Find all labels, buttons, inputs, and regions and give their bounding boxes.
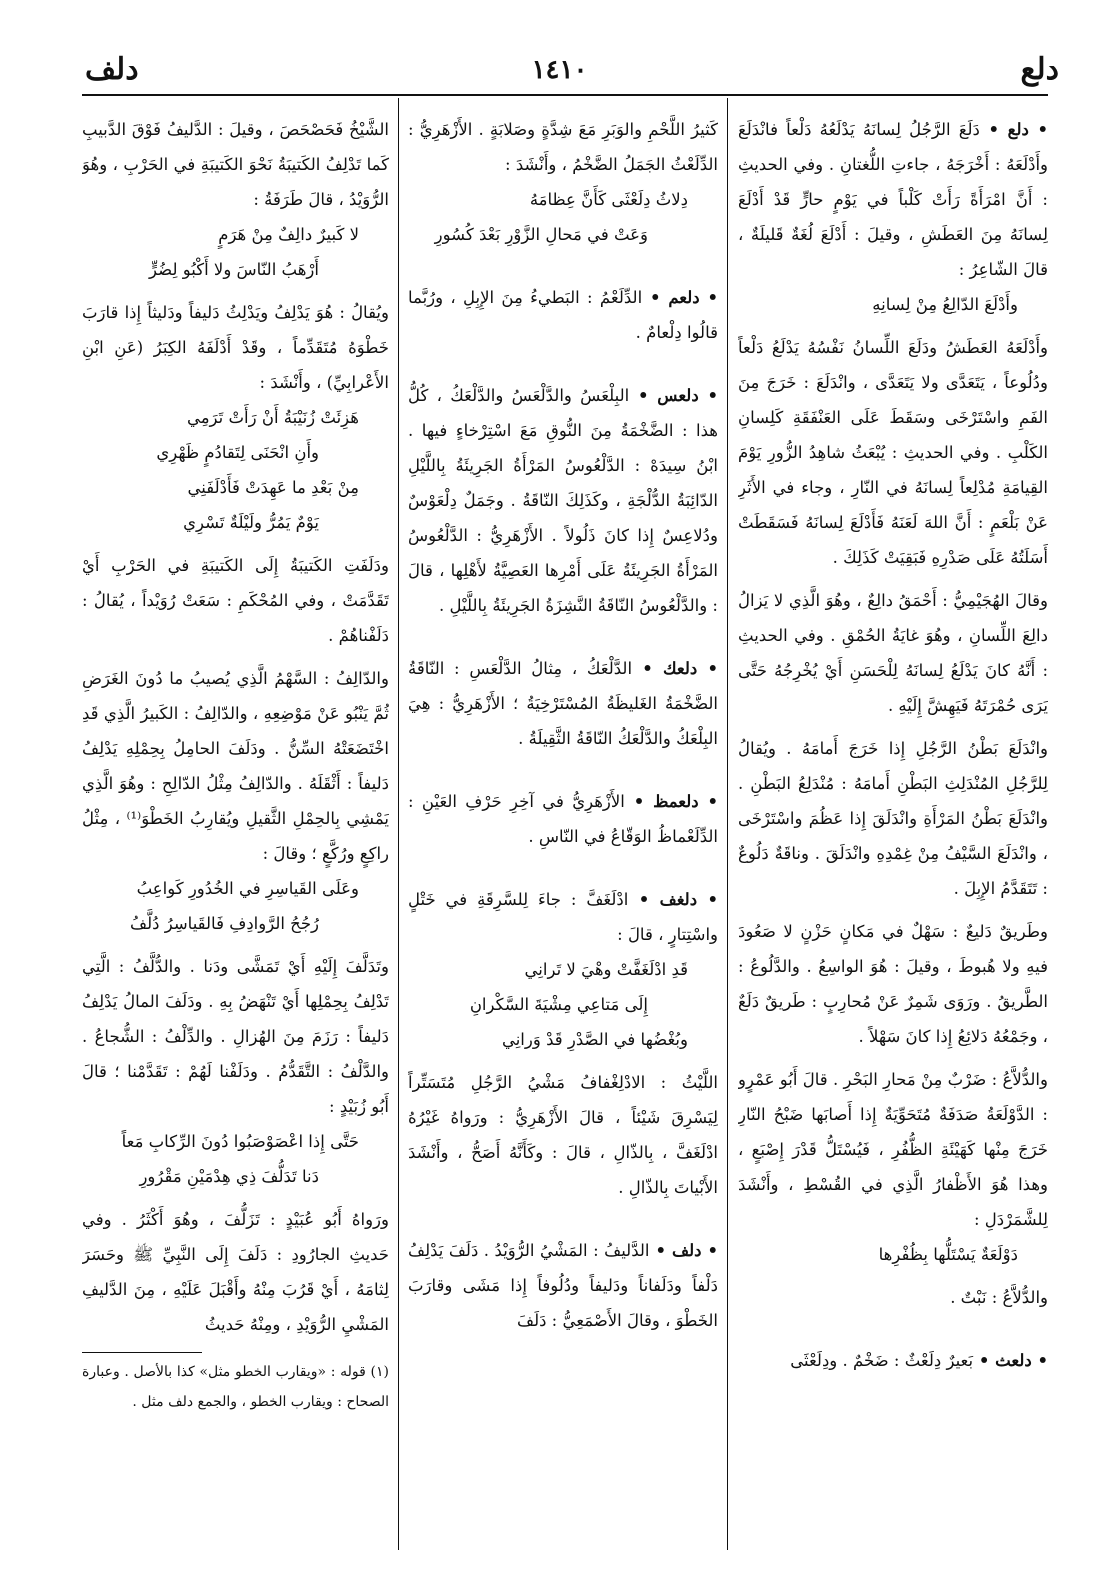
running-head-right: دلع (1020, 52, 1059, 87)
header-rule (82, 94, 1048, 96)
entry-paragraph (82, 1202, 389, 1342)
entry-paragraph (738, 1280, 1048, 1315)
entry-text: وانْدَلَعَ بَطْنُ الرَّجُلِ إِذا خَرَجَ أَمامَهُ . ويُقالُ لِلرَّجُلِ المُنْدَلِثِ البَطْنِ أَمامَهُ : مُنْدَلِعُ البَطْنِ . وانْدَلَعَ بَطْنُ المَرْأَةِ وانْدَلَقَ إِذا عَظُمَ واسْتَرْخَى ، وانْدَلَعَ السَّيْفُ مِنْ غِمْدِهِ وانْدَلَقَ . وناقَةٌ دَلُوعٌ : تَتَقَدَّمُ الإِبِلَ . (738, 739, 1048, 898)
dictionary-entry (408, 651, 718, 756)
entry-text: والدُّلاَّعُ : نَبْتٌ . (950, 1288, 1048, 1307)
verse-line: يَوْمٌ يَمُرُّ ولَيْلَةٌ تَسْرِي (183, 513, 319, 532)
verse-line: دِلاثُ دِلَعْثَى كَأَنَّ عِظامَهُ (529, 190, 688, 209)
entry-text: ويُقالُ : هُوَ يَدْلِفُ ويَدْلِثُ دَليفاً ودَليثاً إِذا قارَبَ خَطْوَهُ مُتَقَدِّماً ، وقَدْ أَدْلَفَهُ الكِبَرُ (عَنِ ابْنِ الأَعْرابِيِّ) ، وأَنْشَدَ : (82, 303, 389, 392)
entry-headword: • دلعث • (973, 1351, 1048, 1370)
entry-text: ادْلَغَفَّ : جاءَ لِلسَّرِقَةِ في خَتْلٍ واسْتِتارٍ ، قالَ : (408, 890, 718, 944)
dictionary-entry (408, 280, 718, 350)
entry-paragraph (82, 661, 389, 871)
entry-headword: • دلعمظ • (624, 792, 718, 811)
page-number: ١٤١٠ (531, 55, 588, 85)
verse-line: مِنْ بَعْدِ ما عَهِدَتْ فَأَدْلَفَنِي (187, 478, 359, 497)
entry-text: وأَدْلَعَهُ العَطَشُ ودَلَعَ اللِّسانُ نَفْسُهُ يَدْلَعُ دَلْعاً ودُلُوعاً ، يَتَعَدَّى ولا يَتَعَدَّى ، وانْدَلَعَ : خَرَجَ مِنَ الفَمِ واسْتَرْخَى وسَقَطَ عَلَى العَنْفَقَةِ كَلِسانِ الكَلْبِ . وفي الحديثِ : يُبْعَثُ شاهِدُ الزُّورِ يَوْمَ القِيامَةِ مُدْلِعاً لِسانَهُ في النّارِ ، وجاء في الأَثَرِ عَنْ بَلْعَمٍ : أَنَّ اللهَ لَعَنَهُ فَأَدْلَعَ لِسانَهُ فَسَقَطَتْ أَسَلَتُهُ عَلَى صَدْرِهِ فَبَقِيَتْ كَذَلِكَ . (738, 338, 1048, 567)
entry-text: البِلْعَسُ والدَّلْعَسُ والدَّلْعَكُ ، كُلُّ هذا : الضَّخْمَةُ مِنَ النُّوقِ مَعَ اسْتِرْخاءٍ فيها . ابْنُ سِيدَهْ : الدَّلْعُوسُ المَرْأَةُ الجَرِيئَةُ بِاللَّيْلِ الدّائِبَةُ الدُّلْجَةِ ، وكَذَلِكَ النّاقَةُ . وجَمَلٌ دِلْعَوْسٌ ودُلاعِسٌ إِذا كانَ ذَلُولاً . الأَزْهَرِيُّ : الدَّلْعُوسُ المَرْأَةُ الجَرِيئَةُ عَلَى أَمْرِها العَصِيَّةُ لأَهْلِها ، قالَ : والدَّلْعُوسُ النّاقَةُ النَّشِزَةُ الجَرِيئَةُ بِاللَّيْلِ . (408, 386, 718, 615)
dictionary-entry (738, 1343, 1048, 1378)
entry-paragraph (738, 1062, 1048, 1237)
entry-headword: • دلعم • (642, 288, 718, 307)
entry-headword: • دلع • (979, 120, 1048, 139)
entry-paragraph (738, 731, 1048, 906)
column-right (738, 104, 1048, 1548)
entry-text: وطَريقٌ دَليعٌ : سَهْلٌ في مَكانٍ حَزْنٍ لا صَعُودَ فيهِ ولا هُبوطَ ، وقيلَ : هُوَ الواسِعُ . والدَّلُوعُ : الطَّريقُ . ورَوَى شَمِرٌ عَنْ مُحارِبٍ : طَريقٌ دَلَعٌ ، وجَمْعُهُ دَلائِعُ إِذا كانَ سَهْلاً . (738, 922, 1048, 1046)
entry-paragraph (408, 112, 718, 182)
entry-paragraph (738, 583, 1048, 723)
entry-text: وقالَ الهُجَيْمِيُّ : أَحْمَقُ دالِعٌ ، وهُوَ الَّذِي لا يَزالُ دالِعَ اللِّسانِ ، وهُوَ غايَةُ الحُمْقِ . وفي الحديثِ : أَنَّهُ كانَ يَدْلَعُ لِسانَهُ لِلْحَسَنِ أَيْ يُخْرِجُهُ حَتَّى يَرَى حُمْرَتَهُ فَيَهِشَّ إِلَيْهِ . (738, 591, 1048, 715)
dictionary-entry (408, 378, 718, 623)
entry-paragraph (408, 1065, 718, 1205)
running-head-left: دلف (85, 52, 139, 87)
column-left-body (82, 112, 389, 1342)
entry-text: بَعيرٌ دِلَعْثٌ : ضَخْمٌ . ودِلَعْثَى (790, 1351, 974, 1370)
footnote-rule (82, 1352, 202, 1353)
verse-line: إِلَى مَتاعِي مِشْيَةَ السَّكْرانِ (469, 995, 648, 1014)
entry-text: والدُّلاَّعُ : ضَرْبٌ مِنْ مَحارِ البَحْرِ . قالَ أَبُو عَمْرٍو : الدَّوْلَعَةُ صَدَفَةٌ مُتَحَوِّيَةٌ إِذا أَصابَها ضَبْحُ النّارِ خَرَجَ مِنْها كَهَيْئَةِ الظُّفُرِ ، فَيُسْتَلُّ قَدْرَ إِصْبَعٍ ، وهذا هُوَ الأَظْفارُ الَّذِي في القُسْطِ ، وأَنْشَدَ لِلشَّمَرْدَلِ : (738, 1070, 1048, 1229)
verse-line: هَزِئَتْ زُنَيْبَةُ أَنْ رَأَتْ تَرَمِي (186, 408, 359, 427)
verse-line: حَتَّى إِذا اعْصَوْصَبُوا دُونَ الرِّكابِ مَعاً (121, 1132, 359, 1151)
verse-line: رُجُحُ الرَّوادِفِ فَالقَياسِرُ دُلَّفُ (130, 914, 319, 933)
verse-line: وأَدْلَعَ الدّالِعُ مِنْ لِسانِهِ (872, 295, 1018, 314)
entry-text: والدّالِفُ : السَّهْمُ الَّذِي يُصيبُ ما دُونَ الغَرَضِ ثُمَّ يَنْبُو عَنْ مَوْضِعِهِ ، والدّالِفُ : الكَبيرُ الَّذِي قَدِ اخْتَضَعَتْهُ السِّنُّ . ودَلَفَ الحامِلُ بِحِمْلِهِ يَدْلِفُ دَليفاً : أَثْقَلَهُ . والدّالِفُ مِثْلُ الدّالِحِ : وهُوَ الَّذِي يَمْشِي بِالحِمْلِ الثَّقيلِ ويُقارِبُ الخَطْوَ⁽¹⁾ ، مِثْلُ راكِعٍ ورُكَّعٍ ؛ وقالَ : (82, 669, 389, 863)
verse-line: دَنا تَدَلُّفَ ذِي هِدْمَيْنِ مَقْرُورِ (139, 1167, 319, 1186)
verse-line: وبُغْضُها في الصَّدْرِ قَدْ وَرانِي (501, 1030, 688, 1049)
dictionary-entry (408, 784, 718, 854)
column-left (82, 104, 389, 1548)
entry-text: الدِّلَعْمُ : البَطيءُ مِنَ الإِبِلِ ، ورُبَّما قالُوا دِلْعامٌ . (408, 288, 718, 342)
entry-text: ودَلَفَتِ الكَتيبَةُ إِلَى الكَتيبَةِ في الحَرْبِ أَيْ تَقَدَّمَتْ ، وفي المُحْكَمِ : سَعَتْ رُوَيْداً ، يُقالُ : دَلَفْناهُمْ . (82, 556, 389, 645)
entry-headword: • دلعس • (629, 386, 718, 405)
entry-text: الدَّليفُ : المَشْيُ الرُّوَيْدُ . دَلَفَ يَدْلِفُ دَلْفاً ودَلَفاناً ودَليفاً ودُلُوفاً إِذا مَشَى وقارَبَ الخَطْوَ ، وقالَ الأَصْمَعِيُّ : دَلَفَ (408, 1241, 718, 1330)
entry-text: وتَدَلَّفَ إِلَيْهِ أَيْ تَمَشَّى ودَنا . والدُّلَّفُ : الَّتِي تَدْلِفُ بِحِمْلِها أَيْ تَنْهَضُ بِهِ . ودَلَفَ المالُ يَدْلِفُ دَليفاً : رَزَمَ مِنَ الهُزالِ . والدِّلْفُ : الشُّجاعُ . والدَّلْفُ : التَّقَدُّمُ . ودَلَفْنا لَهُمْ : تَقَدَّمْنا ؛ قالَ أَبُو زُبَيْدٍ : (82, 957, 389, 1116)
entry-paragraph (82, 295, 389, 400)
entry-paragraph (82, 548, 389, 653)
entry-paragraph (738, 330, 1048, 575)
verse-line: وأَنِ انْحَنَى لِتَقادُمٍ ظَهْرِي (156, 443, 319, 462)
verse-line: قَدِ ادْلَغَفَّتْ وهْيَ لا تَرانِي (524, 960, 688, 979)
entry-headword: • دلف • (649, 1241, 718, 1260)
entry-text: ورَواهُ أَبُو عُبَيْدٍ : تَزَلُّفَ ، وهُوَ أَكْثَرُ . وفي حَديثِ الجارُودِ : دَلَفَ إِلَى النَّبِيِّ ﷺ وحَسَرَ لِثامَهُ ، أَيْ قَرُبَ مِنْهُ وأَقْبَلَ عَلَيْهِ ، مِنَ الدَّليفِ المَشْيِ الرُّوَيْدِ ، ومِنْهُ حَديثُ (82, 1210, 389, 1334)
dictionary-entry (408, 882, 718, 952)
entry-paragraph (738, 914, 1048, 1054)
entry-paragraph (82, 112, 389, 217)
verse-line: أَرْهَبُ النّاسَ ولا أَكْبُو لِضُرٍّ (149, 260, 319, 279)
dictionary-entry (738, 112, 1048, 287)
entry-text: دَلَعَ الرَّجُلُ لِسانَهُ يَدْلَعُهُ دَلْعاً فانْدَلَعَ وأَدْلَعَهُ : أَخْرَجَهُ ، جاءتِ اللُّغتانِ . وفي الحديثِ : أَنَّ امْرَأَةً رَأَتْ كَلْباً في يَوْمٍ حارٍّ قَدْ أَدْلَعَ لِسانَهُ مِنَ العَطَشِ ، وقيلَ : أَدْلَعَ لُغَةٌ قَليلَةٌ ، قالَ الشّاعِرُ : (738, 120, 1048, 279)
entry-text: كَثيرُ اللَّحْمِ والوَبَرِ مَعَ شِدَّةٍ وصَلابَةٍ . الأَزْهَرِيُّ : الدِّلَعْثُ الجَمَلُ الضَّخْمُ ، وأَنْشَدَ : (408, 120, 718, 174)
entry-text: اللَّيْثُ : الادْلِغْفافُ مَشْيُ الرَّجُلِ مُتَسَتِّراً لِيَسْرِقَ شَيْئاً ، قالَ الأَزْهَرِيُّ : ورَواهُ غَيْرُهُ ادْلَغَفَّ ، بِالذّالِ ، قالَ : وكَأَنَّهُ أَصَحُّ ، وأَنْشَدَ الأَبْياتَ بِالذّالِ . (408, 1073, 718, 1197)
entry-text: الدَّلْعَكُ ، مِثالُ الدَّلْعَسِ : النّاقَةُ الضَّخْمَةُ الغَليظَةُ المُسْتَرْخِيَةُ ؛ الأَزْهَرِيُّ : هِيَ البِلْعَكُ والدَّلْعَكُ النّاقَةُ الثَّقِيلَةُ . (408, 659, 718, 748)
footnote: (١) قوله : «ويقارب الخطو مثل» كذا بالأصل . وعبارة الصحاح : ويقارب الخطو ، والجمع دلف مثل . (82, 1364, 389, 1410)
verse-line: دَوْلَعَةٌ يَسْتَلُّها بِظُفْرِها (878, 1245, 1018, 1264)
entry-paragraph (82, 949, 389, 1124)
verse-line: وعَلَى القَياسِرِ في الخُدُورِ كَواعِبُ (136, 879, 359, 898)
entry-headword: • دلغف • (628, 890, 718, 909)
column-middle (408, 104, 718, 1548)
entry-text: الشَّيْخُ فَحَصْحَصَ ، وقيلَ : الدَّليفُ فَوْقَ الدَّبيبِ كَما تَدْلِفُ الكَتيبَةُ نَحْوَ الكَتيبَةِ في الحَرْبِ ، وهُوَ الرُّوَيْدُ ، قالَ طَرَفَةُ : (82, 120, 389, 209)
verse-line: لا كَبيرٌ دالِفٌ مِنْ هَرَمٍ (218, 225, 359, 244)
column-divider-right (727, 98, 728, 1550)
entry-headword: • دلعك • (632, 659, 718, 678)
verse-line: وَعَتْ في مَحالِ الزَّوْرِ بَعْدَ كُسُورِ (434, 225, 648, 244)
entry-text: الأَزْهَرِيُّ في آخِرِ حَرْفِ العَيْنِ : الدِّلَعْماظُ الوَقّاعُ في النّاسِ . (408, 792, 718, 846)
dictionary-entry (408, 1233, 718, 1338)
column-divider-left (398, 98, 399, 1550)
